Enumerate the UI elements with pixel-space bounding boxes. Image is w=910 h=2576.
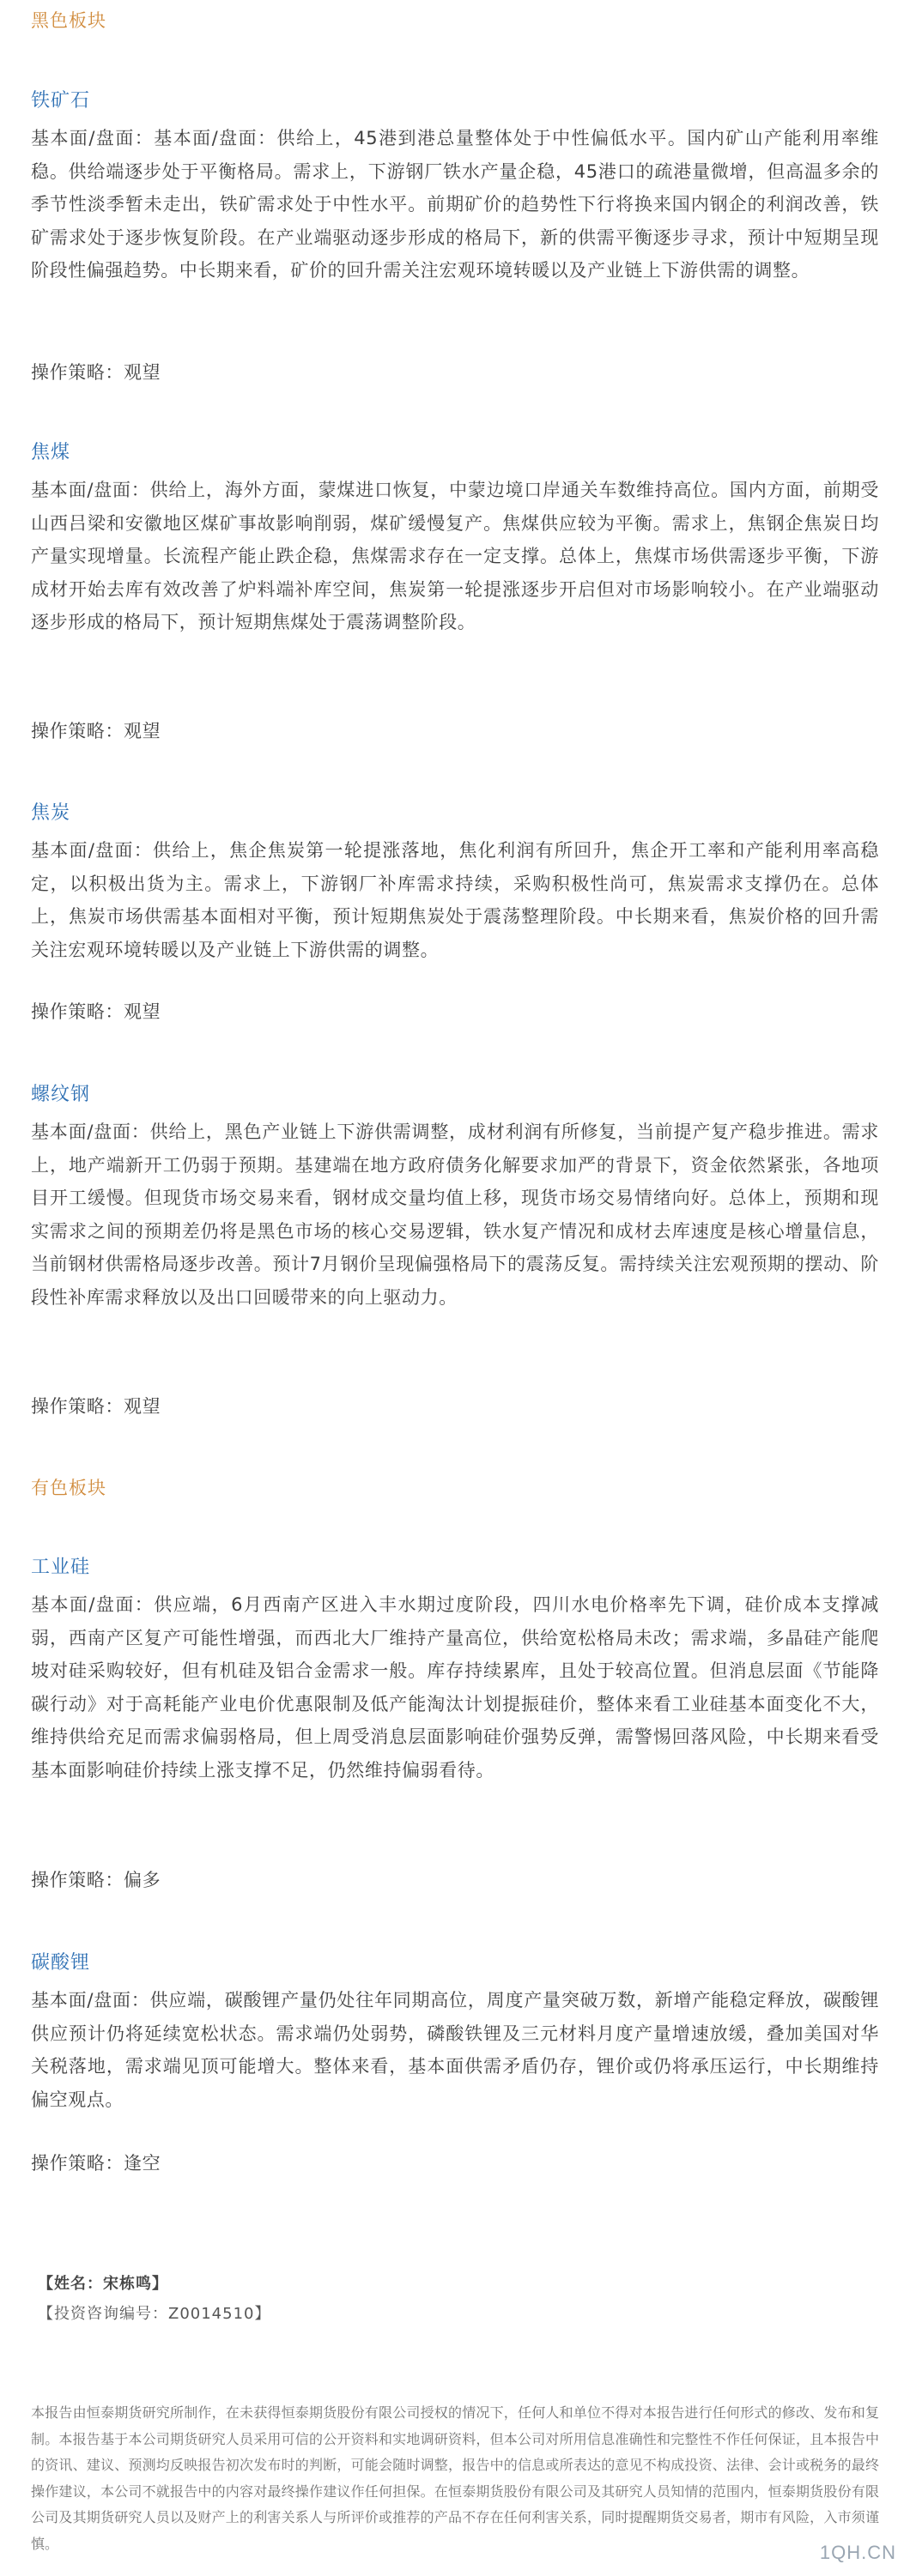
item-title-rebar: 螺纹钢: [31, 1084, 91, 1105]
section-title-nonferrous: 有色板块: [31, 1478, 106, 1498]
item-strategy-lithium: 操作策略：逢空: [31, 2153, 161, 2174]
item-title-coking-coal: 焦煤: [31, 442, 71, 463]
item-text-coking-coal: 基本面/盘面：供给上，海外方面，蒙煤进口恢复，中蒙边境口岸通关车数维持高位。国内方面，前期受山西吕梁和安徽地区煤矿事故影响削弱，煤矿缓慢复产。焦煤供应较为平衡。需求上，焦钢企焦炭日均产量实现增量。长流程产能止跌企稳，焦煤需求存在一定支撑。总体上，焦煤市场供需逐步平衡，下游成材开始去库有效改善了炉料端补库空间，焦炭第一轮提涨逐步开启但对市场影响较小。在产业端驱动逐步形成的格局下，预计短期焦煤处于震荡调整阶段。: [31, 480, 879, 632]
item-text-rebar: 基本面/盘面：供给上，黑色产业链上下游供需调整，成材利润有所修复，当前提产复产稳步推进。需求上，地产端新开工仍弱于预期。基建端在地方政府债务化解要求加严的背景下，资金依然紧张，各地项目开工缓慢。但现货市场交易来看，钢材成交量均值上移，现货市场交易情绪向好。总体上，预期和现实需求之间的预期差仍将是黑色市场的核心交易逻辑，铁水复产情况和成材去库速度是核心增量信息，当前钢材供需格局逐步改善。预计7月钢价呈现偏强格局下的震荡反复。需持续关注宏观预期的摆动、阶段性补库需求释放以及出口回暖带来的向上驱动力。: [31, 1122, 879, 1308]
item-strategy-silicon: 操作策略：偏多: [31, 1870, 161, 1890]
item-text-coke: 基本面/盘面：供给上，焦企焦炭第一轮提涨落地，焦化利润有所回升，焦企开工率和产能利用率高稳定，以积极出货为主。需求上，下游钢厂补库需求持续，采购积极性尚可，焦炭需求支撑仍在。总体上，焦炭市场供需基本面相对平衡，预计短期焦炭处于震荡整理阶段。中长期来看，焦炭价格的回升需关注宏观环境转暖以及产业链上下游供需的调整。: [31, 840, 879, 960]
item-text-lithium: 基本面/盘面：供应端，碳酸锂产量仍处往年同期高位，周度产量突破万数，新增产能稳定释放，碳酸锂供应预计仍将延续宽松状态。需求端仍处弱势，磷酸铁锂及三元材料月度产量增速放缓，叠加美国对华关税落地，需求端见顶可能增大。整体来看，基本面供需矛盾仍存，锂价或仍将承压运行，中长期维持偏空观点。: [31, 1990, 879, 2110]
item-strategy-iron-ore: 操作策略：观望: [31, 362, 161, 383]
item-text-iron-ore: 基本面/盘面：基本面/盘面：供给上，45港到港总量整体处于中性偏低水平。国内矿山产能利用率维稳。供给端逐步处于平衡格局。需求上，下游钢厂铁水产量企稳，45港口的疏港量微增，但高温多余的季节性淡季暂未走出，铁矿需求处于中性水平。前期矿价的趋势性下行将换来国内钢企的利润改善，铁矿需求处于逐步恢复阶段。在产业端驱动逐步形成的格局下，新的供需平衡逐步寻求，预计中短期呈现阶段性偏强趋势。中长期来看，矿价的回升需关注宏观环境转暖以及产业链上下游供需的调整。: [31, 128, 879, 281]
disclaimer-text: 本报告由恒泰期货研究所制作，在未获得恒泰期货股份有限公司授权的情况下，任何人和单位不得对本报告进行任何形式的修改、发布和复制。本报告基于本公司期货研究人员采用可信的公开资料和实地调研资料，但本公司对所用信息准确性和完整性不作任何保证，且本报告中的资讯、建议、预测均反映报告初次发布时的判断，可能会随时调整，报告中的信息或所表达的意见不构成投资、法律、会计或税务的最终操作建议，本公司不就报告中的内容对最终操作建议作任何担保。在恒泰期货股份有限公司及其研究人员知情的范围内，恒泰期货股份有限公司及其期货研究人员以及财产上的利害关系人与所评价或推荐的产品不存在任何利害关系，同时提醒期货交易者，期市有风险，入市须谨慎。: [31, 2404, 879, 2552]
section-title-black-metals: 黑色板块: [31, 10, 106, 31]
item-title-silicon: 工业硅: [31, 1557, 91, 1578]
item-text-silicon: 基本面/盘面：供应端，6月西南产区进入丰水期过度阶段，四川水电价格率先下调，硅价成本支撑减弱，西南产区复产可能性增强，而西北大厂维持产量高位，供给宽松格局未改；需求端，多晶硅产能爬坡对硅采购较好，但有机硅及铝合金需求一般。库存持续累库，且处于较高位置。但消息层面《节能降碳行动》对于高耗能产业电价优惠限制及低产能淘汰计划提振硅价，整体来看工业硅基本面变化不大，维持供给充足而需求偏弱格局，但上周受消息层面影响硅价强势反弹，需警惕回落风险，中长期来看受基本面影响硅价持续上涨支撑不足，仍然维持偏弱看待。: [31, 1594, 879, 1781]
item-title-lithium: 碳酸锂: [31, 1952, 91, 1974]
item-strategy-coking-coal: 操作策略：观望: [31, 721, 161, 741]
item-strategy-coke: 操作策略：观望: [31, 1001, 161, 1022]
item-title-iron-ore: 铁矿石: [31, 90, 91, 112]
item-strategy-rebar: 操作策略：观望: [31, 1396, 161, 1417]
author-name: 【姓名：宋栋鸣】: [38, 2275, 168, 2293]
item-title-coke: 焦炭: [31, 802, 71, 824]
site-watermark: 1QH.CN: [819, 2542, 896, 2563]
author-license: 【投资咨询编号：Z0014510】: [38, 2305, 271, 2323]
